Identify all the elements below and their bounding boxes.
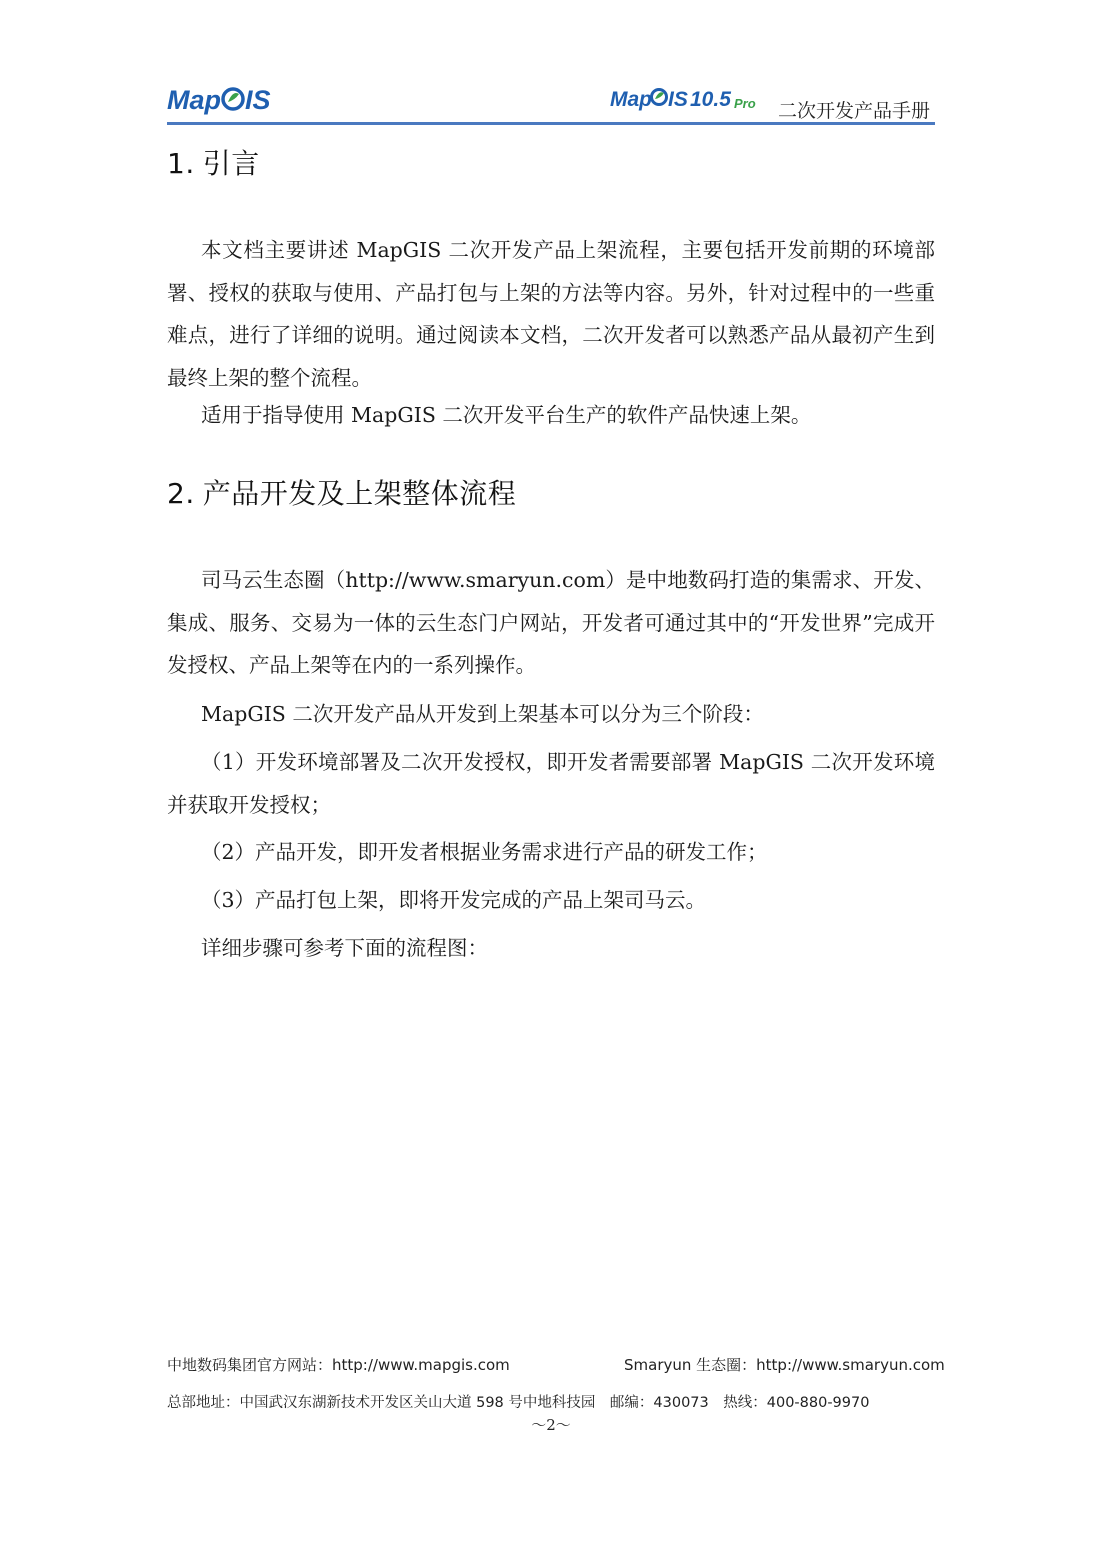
svg-text:IS: IS — [245, 85, 271, 115]
footer-website: 中地数码集团官方网站：http://www.mapgis.com — [167, 1356, 510, 1374]
footer-ecosystem: Smaryun 生态圈：http://www.smaryun.com — [624, 1356, 945, 1374]
mapgis-10-5-pro-logo — [610, 82, 760, 116]
section-1-paragraph-1: 本文档主要讲述 MapGIS 二次开发产品上架流程，主要包括开发前期的环境部署、授权的获取与使用、产品打包与上架的方法等内容。另外，针对过程中的一些重难点，进行了详细的说明。通过阅读本文档，二次开发者可以熟悉产品从最初产生到最终上架的整个流程。 — [167, 238, 935, 390]
section-2-heading — [167, 472, 516, 512]
stage-item-3: （3）产品打包上架，即将开发完成的产品上架司马云。 — [201, 888, 707, 912]
section-1-heading — [167, 142, 260, 182]
svg-text:Map: Map — [167, 85, 221, 115]
section-1-number: 1. — [167, 147, 195, 180]
stage-item-2: （2）产品开发，即开发者根据业务需求进行产品的研发工作； — [201, 840, 768, 864]
svg-text:Map: Map — [610, 88, 652, 111]
page-number: ～2～ — [531, 1416, 571, 1434]
svg-text:10.5: 10.5 — [690, 88, 731, 111]
section-2-closing: 详细步骤可参考下面的流程图： — [201, 936, 488, 960]
mapgis-logo — [167, 80, 277, 120]
section-2-title: 产品开发及上架整体流程 — [202, 477, 517, 510]
svg-text:Pro: Pro — [734, 96, 756, 111]
header-title: 二次开发产品手册 — [778, 100, 931, 122]
footer-address: 总部地址：中国武汉东湖新技术开发区关山大道 598 号中地科技园 邮编：430073 热线：400-880-9970 — [167, 1395, 870, 1411]
section-1-paragraph-2: 适用于指导使用 MapGIS 二次开发平台生产的软件产品快速上架。 — [201, 403, 812, 427]
stage-item-1: （1）开发环境部署及二次开发授权，即开发者需要部署 MapGIS 二次开发环境并获取开发授权； — [167, 750, 935, 817]
svg-text:IS: IS — [668, 88, 688, 111]
section-2-number: 2. — [167, 477, 195, 510]
header-divider — [167, 122, 935, 125]
section-2-stages-intro: MapGIS 二次开发产品从开发到上架基本可以分为三个阶段： — [201, 702, 764, 726]
section-1-title: 引言 — [202, 147, 260, 180]
section-2-intro: 司马云生态圈（http://www.smaryun.com）是中地数码打造的集需求、开发、集成、服务、交易为一体的云生态门户网站，开发者可通过其中的“开发世界”完成开发授权、产品上架等在内的一系列操作。 — [167, 568, 935, 677]
